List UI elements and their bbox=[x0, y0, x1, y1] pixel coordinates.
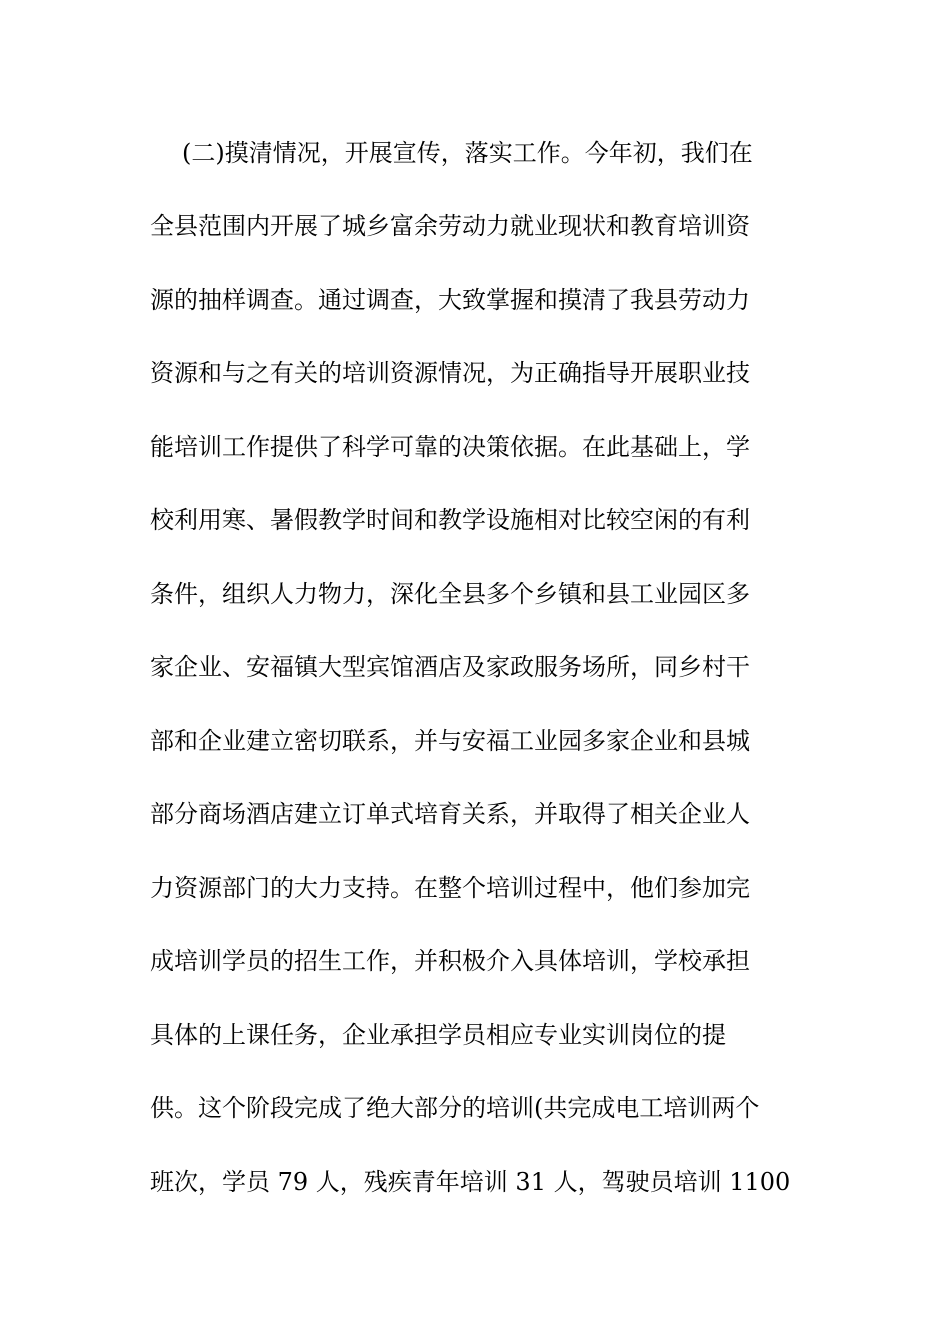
paragraph-line: 班次，学员 79 人，残疾青年培训 31 人，驾驶员培训 1100 bbox=[150, 1168, 791, 1196]
paragraph-line: 部分商场酒店建立订单式培育关系，并取得了相关企业人 bbox=[150, 800, 750, 828]
paragraph-line: 具体的上课任务，企业承担学员相应专业实训岗位的提 bbox=[150, 1021, 726, 1049]
paragraph-line: (二)摸清情况，开展宣传，落实工作。今年初，我们在 bbox=[182, 139, 753, 167]
paragraph-line: 家企业、安福镇大型宾馆酒店及家政服务场所，同乡村干 bbox=[150, 653, 750, 681]
paragraph-line: 校利用寒、暑假教学时间和教学设施相对比较空闲的有利 bbox=[150, 506, 750, 534]
paragraph-line: 全县范围内开展了城乡富余劳动力就业现状和教育培训资 bbox=[150, 212, 750, 240]
paragraph-line: 部和企业建立密切联系，并与安福工业园多家企业和县城 bbox=[150, 727, 750, 755]
paragraph-line: 源的抽样调查。通过调查，大致掌握和摸清了我县劳动力 bbox=[150, 286, 750, 314]
paragraph-line: 条件，组织人力物力，深化全县多个乡镇和县工业园区多 bbox=[150, 580, 750, 608]
paragraph-line: 供。这个阶段完成了绝大部分的培训(共完成电工培训两个 bbox=[150, 1094, 760, 1122]
paragraph-line: 能培训工作提供了科学可靠的决策依据。在此基础上，学 bbox=[150, 433, 750, 461]
paragraph-line: 力资源部门的大力支持。在整个培训过程中，他们参加完 bbox=[150, 874, 750, 902]
paragraph-line: 成培训学员的招生工作，并积极介入具体培训，学校承担 bbox=[150, 947, 750, 975]
paragraph-line: 资源和与之有关的培训资源情况，为正确指导开展职业技 bbox=[150, 359, 750, 387]
